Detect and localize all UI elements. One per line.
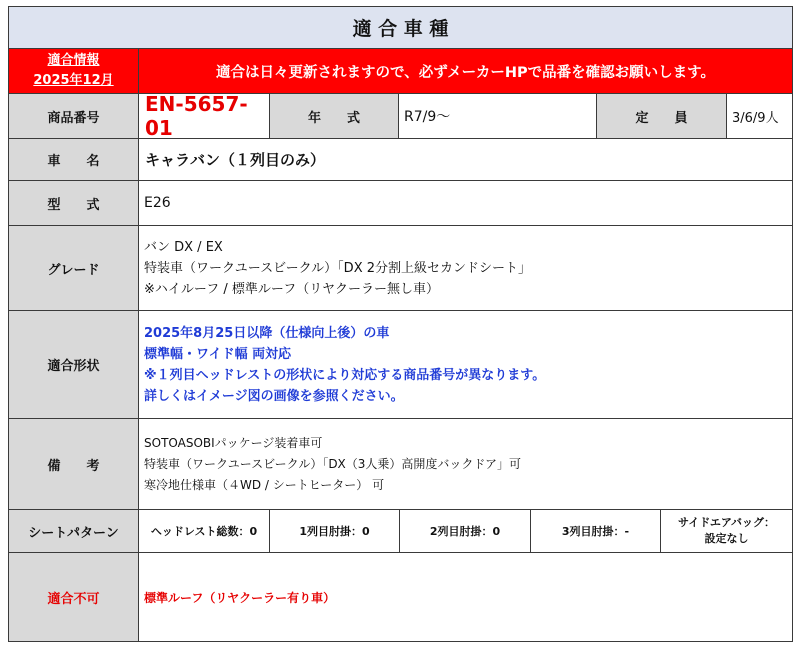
shape-line: ※１列目ヘッドレストの形状により対応する商品番号が異なります。 [144,367,546,383]
part-number-label: 商品番号 [8,93,139,139]
model-code-value: E26 [138,180,793,226]
seat-pattern-label: シートパターン [8,509,139,553]
page-title: 適 合 車 種 [8,6,793,49]
vehicle-name-label: 車 名 [8,138,139,181]
grade-line: バン DX / EX [144,239,223,255]
model-year-label: 年 式 [269,93,399,139]
airbag-label: サイドエアバッグ： [678,516,775,529]
remarks-label: 備 考 [8,418,139,510]
grade-line: 特装車（ワークユースビークル）「DX 2分割上級セカンドシート」 [144,260,531,276]
info-label-title: 適合情報 [47,53,100,68]
capacity-value: 3/6/9人 [726,93,793,139]
shape-value [138,310,793,419]
shape-label: 適合形状 [8,310,139,419]
seat-row2-armrest: 2列目肘掛：0 [399,509,531,553]
grade-label: グレード [8,225,139,311]
info-label [8,48,139,94]
seat-headrest-count: ヘッドレスト総数：0 [138,509,270,553]
grade-line: ※ハイルーフ / 標準ルーフ（リヤクーラー無し車） [144,281,439,297]
info-label-date: 2025年12月 [33,73,114,88]
seat-row3-armrest: 3列目肘掛：- [530,509,661,553]
vehicle-name-value: キャラバン（１列目のみ） [138,138,793,181]
grade-value [138,225,793,311]
remarks-value [138,418,793,510]
shape-line: 2025年8月25日以降（仕様向上後）の車 [144,325,390,341]
capacity-label: 定 員 [596,93,727,139]
info-message: 適合は日々更新されますので、必ずメーカーHPで品番を確認お願いします。 [138,48,793,94]
incompatible-label: 適合不可 [8,552,139,642]
remarks-line: 寒冷地仕様車（４WD / シートヒーター） 可 [144,477,385,492]
shape-line: 標準幅・ワイド幅 両対応 [144,346,292,362]
seat-row1-armrest: 1列目肘掛：0 [269,509,400,553]
seat-side-airbag [660,509,793,553]
model-code-label: 型 式 [8,180,139,226]
incompatible-value: 標準ルーフ（リヤクーラー有り車） [138,552,793,642]
model-year-value: R7/9～ [398,93,597,139]
airbag-value: 設定なし [704,532,749,545]
shape-line: 詳しくはイメージ図の画像を参照ください。 [144,388,404,404]
part-number-value: EN-5657-01 [138,93,270,139]
remarks-line: 特装車（ワークユースビークル）「DX（3人乗）高開度バックドア」可 [144,456,522,471]
remarks-line: SOTOASOBIパッケージ装着車可 [144,435,323,450]
